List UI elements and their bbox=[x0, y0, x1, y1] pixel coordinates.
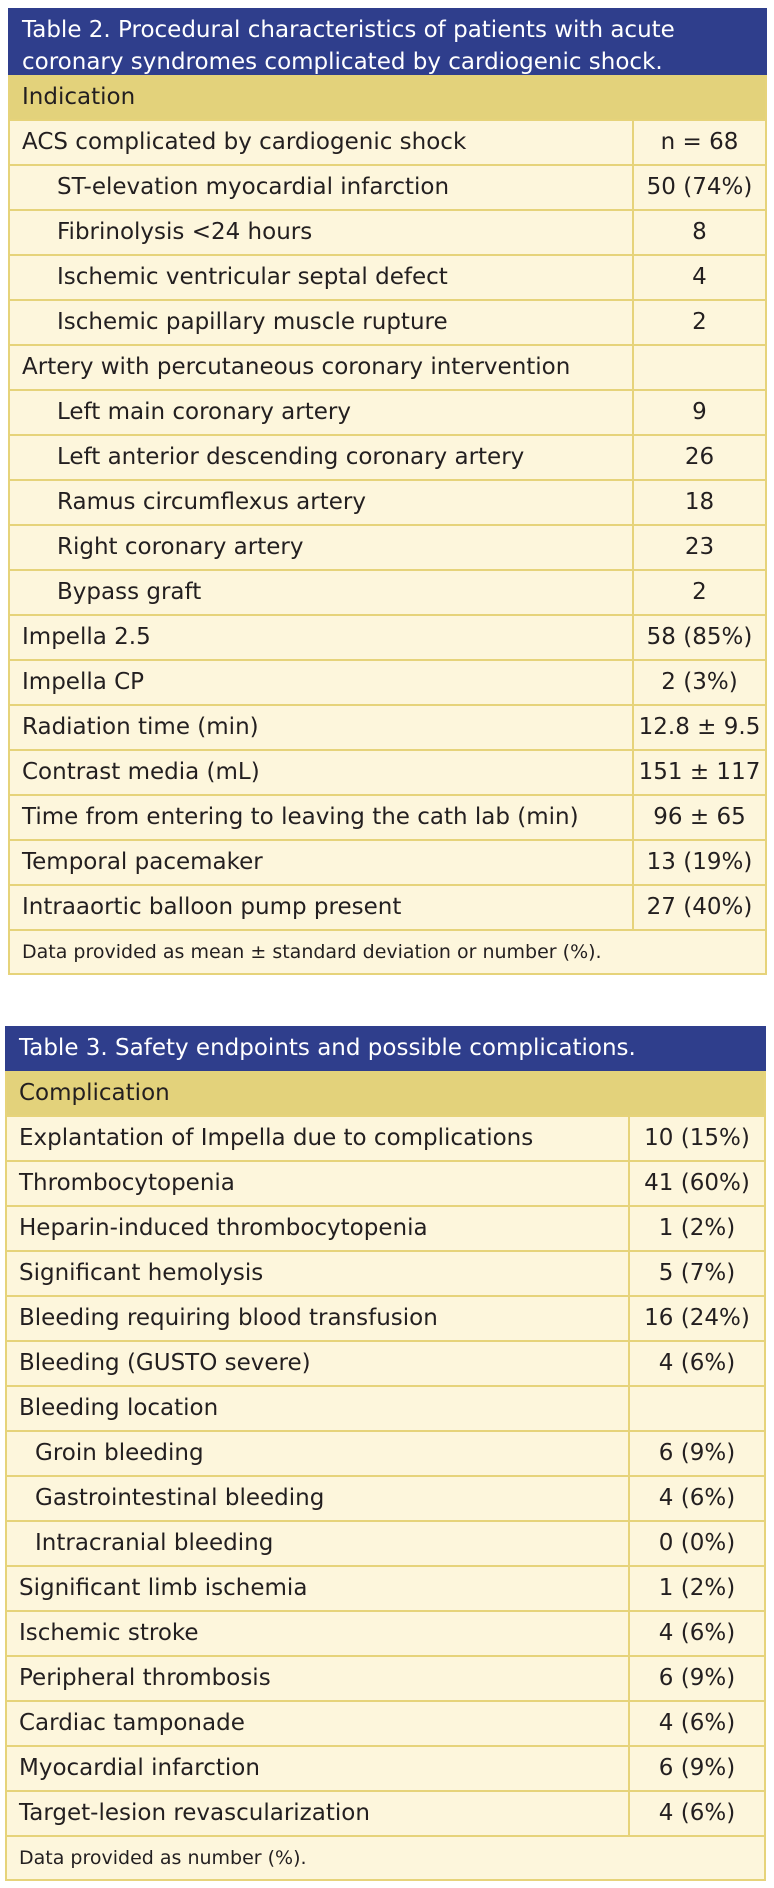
table-2-body bbox=[10, 121, 765, 931]
row-value: 151 ± 117 bbox=[632, 751, 765, 794]
row-label: Groin bleeding bbox=[35, 1440, 204, 1466]
row-label: Fibrinolysis <24 hours bbox=[57, 219, 313, 245]
row-value: 18 bbox=[632, 481, 765, 524]
row-value: 8 bbox=[632, 211, 765, 254]
table-row bbox=[7, 1252, 764, 1297]
table-row bbox=[10, 166, 765, 211]
row-value: 10 (15%) bbox=[628, 1117, 764, 1160]
row-label: Significant hemolysis bbox=[19, 1260, 264, 1286]
row-value: 4 (6%) bbox=[628, 1342, 764, 1385]
row-value bbox=[628, 1387, 764, 1430]
table-row bbox=[10, 751, 765, 796]
row-value: 6 (9%) bbox=[628, 1747, 764, 1790]
table-3 bbox=[5, 1026, 766, 1881]
table-row bbox=[10, 616, 765, 661]
table-row bbox=[7, 1162, 764, 1207]
table-row bbox=[7, 1657, 764, 1702]
row-value: 2 bbox=[632, 301, 765, 344]
row-value: 23 bbox=[632, 526, 765, 569]
row-label: Target-lesion revascularization bbox=[19, 1800, 370, 1826]
table-row bbox=[10, 571, 765, 616]
row-label: Bleeding location bbox=[19, 1395, 219, 1421]
row-label: Impella CP bbox=[22, 669, 145, 695]
table-3-column-header: Complication bbox=[7, 1071, 764, 1117]
table-row bbox=[10, 796, 765, 841]
row-value: 1 (2%) bbox=[628, 1567, 764, 1610]
row-value: 1 (2%) bbox=[628, 1207, 764, 1250]
row-label: Impella 2.5 bbox=[22, 624, 151, 650]
row-value: 96 ± 65 bbox=[632, 796, 765, 839]
row-label: Right coronary artery bbox=[57, 534, 304, 560]
row-value: 9 bbox=[632, 391, 765, 434]
row-value: 26 bbox=[632, 436, 765, 479]
row-value: 4 (6%) bbox=[628, 1477, 764, 1520]
row-value bbox=[632, 346, 765, 389]
table-row bbox=[10, 256, 765, 301]
table-row bbox=[7, 1342, 764, 1387]
table-row bbox=[7, 1387, 764, 1432]
table-row bbox=[7, 1117, 764, 1162]
row-label: Bleeding (GUSTO severe) bbox=[19, 1350, 311, 1376]
row-label: Contrast media (mL) bbox=[22, 759, 260, 785]
table-row bbox=[10, 211, 765, 256]
table-2-column-header: Indication bbox=[10, 75, 765, 121]
row-label: Heparin-induced thrombocytopenia bbox=[19, 1215, 428, 1241]
row-label: Left anterior descending coronary artery bbox=[57, 444, 525, 470]
row-label: Ischemic ventricular septal defect bbox=[57, 264, 448, 290]
row-value: 4 (6%) bbox=[628, 1792, 764, 1835]
table-row bbox=[7, 1297, 764, 1342]
row-label: Cardiac tamponade bbox=[19, 1710, 245, 1736]
table-row bbox=[10, 436, 765, 481]
table-2-title: Table 2. Procedural characteristics of patients with acute coronary syndromes complicated by cardiogenic shock. bbox=[8, 8, 767, 75]
row-label: Ischemic papillary muscle rupture bbox=[57, 309, 448, 335]
table-row bbox=[10, 841, 765, 886]
row-value: n = 68 bbox=[632, 121, 765, 164]
row-label: Temporal pacemaker bbox=[22, 849, 263, 875]
row-label: Peripheral thrombosis bbox=[19, 1665, 271, 1691]
row-label: Significant limb ischemia bbox=[19, 1575, 308, 1601]
row-value: 4 (6%) bbox=[628, 1702, 764, 1745]
table-row bbox=[7, 1792, 764, 1837]
row-value: 27 (40%) bbox=[632, 886, 765, 929]
table-3-title: Table 3. Safety endpoints and possible complications. bbox=[5, 1026, 766, 1071]
table-row bbox=[7, 1612, 764, 1657]
row-label: Thrombocytopenia bbox=[19, 1170, 235, 1196]
row-label: Artery with percutaneous coronary intervention bbox=[22, 354, 571, 380]
row-value: 13 (19%) bbox=[632, 841, 765, 884]
row-label: Ischemic stroke bbox=[19, 1620, 199, 1646]
row-label: Explantation of Impella due to complications bbox=[19, 1125, 534, 1151]
row-label: Bypass graft bbox=[57, 579, 202, 605]
row-label: Intracranial bleeding bbox=[35, 1530, 274, 1556]
row-label: Gastrointestinal bleeding bbox=[35, 1485, 325, 1511]
row-label: Myocardial infarction bbox=[19, 1755, 260, 1781]
table-row bbox=[7, 1747, 764, 1792]
table-row bbox=[10, 391, 765, 436]
row-value: 12.8 ± 9.5 bbox=[632, 706, 765, 749]
table-row bbox=[7, 1567, 764, 1612]
table-row bbox=[10, 706, 765, 751]
row-label: Radiation time (min) bbox=[22, 714, 259, 740]
row-value: 50 (74%) bbox=[632, 166, 765, 209]
row-label: Time from entering to leaving the cath lab (min) bbox=[22, 804, 579, 830]
row-label: Intraaortic balloon pump present bbox=[22, 894, 402, 920]
row-label: Bleeding requiring blood transfusion bbox=[19, 1305, 438, 1331]
row-value: 5 (7%) bbox=[628, 1252, 764, 1295]
table-row bbox=[7, 1702, 764, 1747]
row-label: Ramus circumflexus artery bbox=[57, 489, 366, 515]
row-label: ST-elevation myocardial infarction bbox=[57, 174, 450, 200]
row-value: 4 (6%) bbox=[628, 1612, 764, 1655]
table-row bbox=[10, 481, 765, 526]
row-value: 4 bbox=[632, 256, 765, 299]
row-value: 16 (24%) bbox=[628, 1297, 764, 1340]
table-row bbox=[10, 301, 765, 346]
row-value: 6 (9%) bbox=[628, 1432, 764, 1475]
table-2 bbox=[8, 8, 767, 975]
table-row bbox=[7, 1432, 764, 1477]
row-value: 2 bbox=[632, 571, 765, 614]
row-value: 58 (85%) bbox=[632, 616, 765, 659]
row-label: Left main coronary artery bbox=[57, 399, 351, 425]
row-value: 41 (60%) bbox=[628, 1162, 764, 1205]
row-value: 2 (3%) bbox=[632, 661, 765, 704]
row-value: 0 (0%) bbox=[628, 1522, 764, 1565]
table-row bbox=[10, 121, 765, 166]
row-label: ACS complicated by cardiogenic shock bbox=[22, 129, 467, 155]
table-row bbox=[10, 661, 765, 706]
table-row bbox=[10, 526, 765, 571]
table-3-footnote: Data provided as number (%). bbox=[7, 1837, 764, 1881]
table-row bbox=[10, 886, 765, 931]
table-row bbox=[7, 1477, 764, 1522]
table-3-body bbox=[7, 1117, 764, 1837]
table-row bbox=[10, 346, 765, 391]
table-row bbox=[7, 1522, 764, 1567]
table-row bbox=[7, 1207, 764, 1252]
row-value: 6 (9%) bbox=[628, 1657, 764, 1700]
table-2-footnote: Data provided as mean ± standard deviation or number (%). bbox=[10, 931, 765, 975]
